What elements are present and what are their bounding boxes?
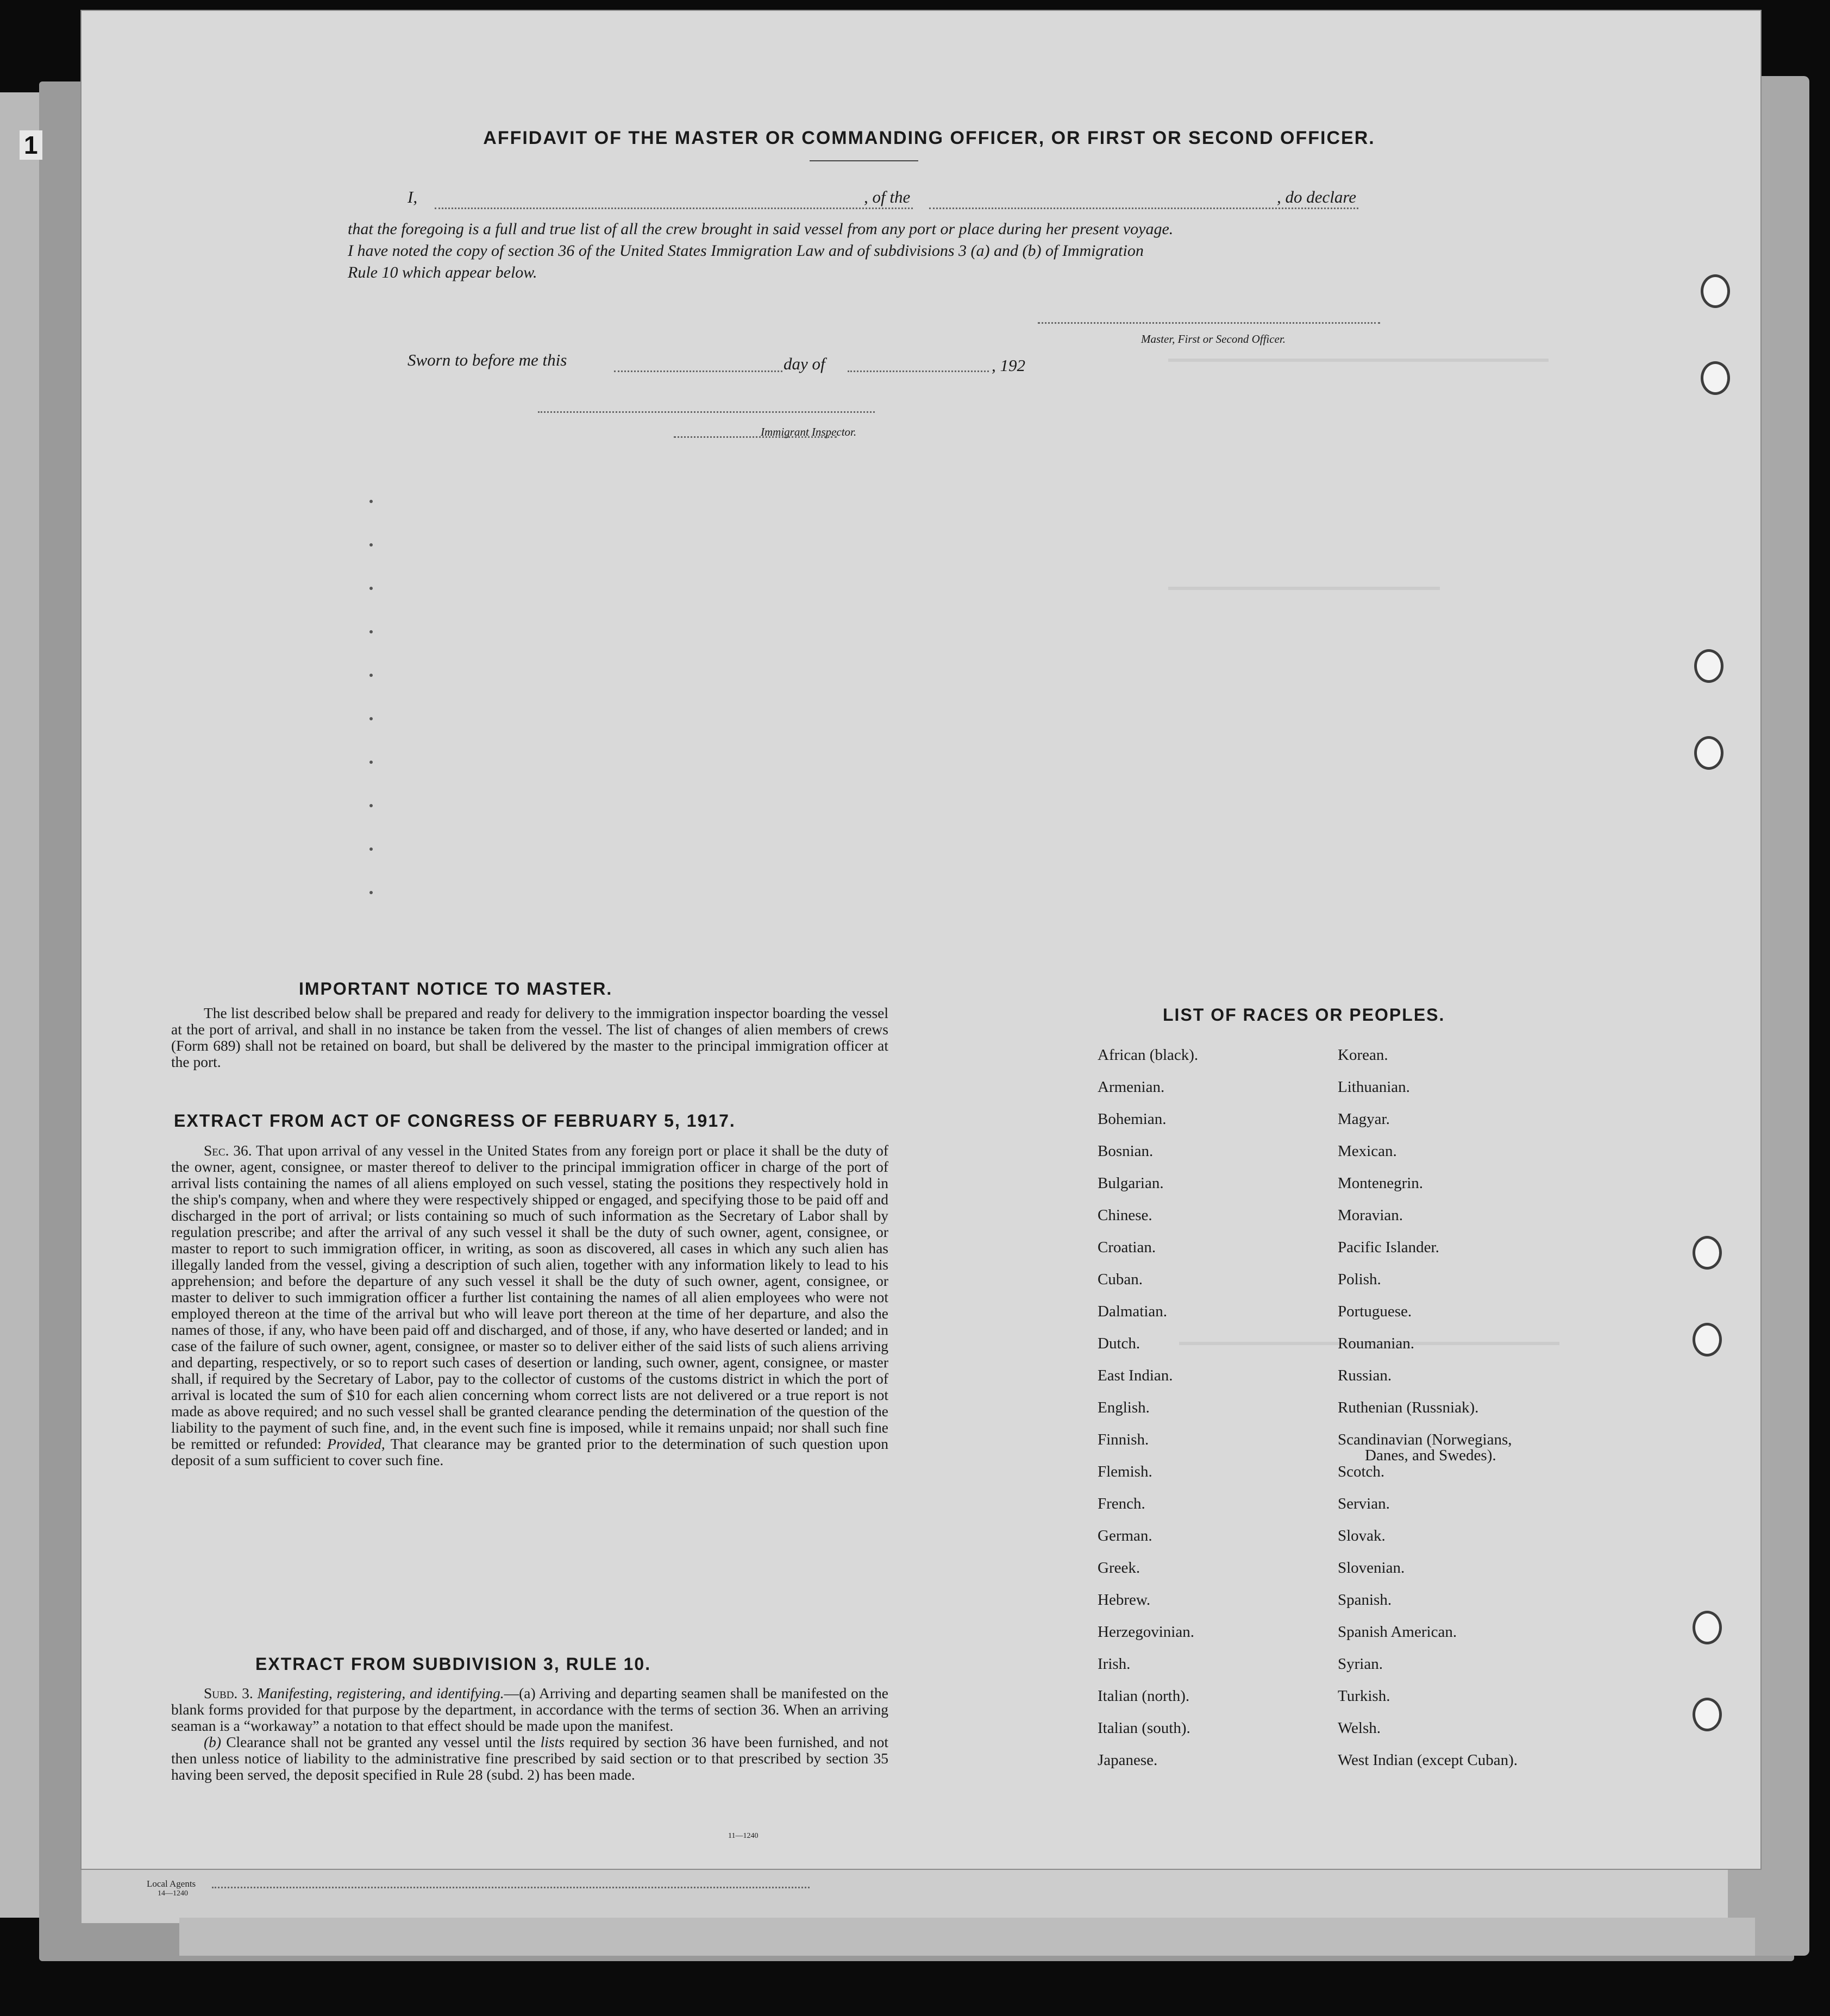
- race-item: Hebrew.: [1098, 1591, 1151, 1609]
- extract-act-title: EXTRACT FROM ACT OF CONGRESS OF FEBRUARY 5, 1917.: [174, 1111, 736, 1131]
- sworn-label: Sworn to before me this: [408, 350, 567, 369]
- extract-rule-title: EXTRACT FROM SUBDIVISION 3, RULE 10.: [255, 1654, 651, 1674]
- race-item: English.: [1098, 1399, 1150, 1416]
- race-item: Cuban.: [1098, 1271, 1143, 1288]
- race-item: Servian.: [1338, 1495, 1390, 1512]
- race-item: Welsh.: [1338, 1719, 1381, 1737]
- subd-a-marker: —(a): [504, 1685, 536, 1701]
- race-item: Dutch.: [1098, 1335, 1140, 1352]
- punch-hole: [1693, 1323, 1722, 1356]
- section-36-paragraph: [171, 1142, 888, 1468]
- form-number: 11—1240: [728, 1832, 759, 1840]
- race-item: Lithuanian.: [1338, 1078, 1410, 1096]
- race-item: Chinese.: [1098, 1207, 1152, 1224]
- race-item: Bosnian.: [1098, 1142, 1154, 1160]
- subd-b-text-1: Clearance shall not be granted any vessel until the: [226, 1734, 536, 1750]
- subd-heading: Manifesting, registering, and identifying.: [257, 1685, 504, 1701]
- local-agents-number: 14—1240: [158, 1889, 188, 1898]
- sworn-month-blank[interactable]: [848, 370, 989, 372]
- race-item: Polish.: [1338, 1271, 1381, 1288]
- punch-hole: [1694, 736, 1724, 770]
- race-item: German.: [1098, 1527, 1152, 1544]
- name-blank[interactable]: [435, 208, 913, 209]
- race-item: Italian (north).: [1098, 1687, 1190, 1705]
- race-item: Magyar.: [1338, 1110, 1390, 1128]
- year-prefix: , 192: [992, 356, 1025, 375]
- race-item: Turkish.: [1338, 1687, 1390, 1705]
- races-right-column: [1338, 1047, 1518, 1785]
- race-item: West Indian (except Cuban).: [1338, 1751, 1518, 1769]
- race-item: Dalmatian.: [1098, 1303, 1168, 1320]
- section-label: Sec. 36.: [204, 1142, 252, 1159]
- subd-b-marker: (b): [204, 1734, 222, 1750]
- race-item: Spanish American.: [1338, 1623, 1457, 1641]
- bleed-through-dot: [369, 500, 373, 503]
- inspector-signature-line[interactable]: [538, 411, 875, 413]
- race-item: Bulgarian.: [1098, 1175, 1164, 1192]
- bleed-through-dot: [369, 587, 373, 590]
- affidavit-declare: , do declare: [1277, 187, 1357, 206]
- bleed-through-dot: [369, 847, 373, 851]
- bleed-through-dot: [369, 717, 373, 720]
- race-item: Korean.: [1338, 1046, 1388, 1064]
- race-item: Roumanian.: [1338, 1335, 1414, 1352]
- bleed-through-dot: [369, 674, 373, 677]
- local-agents-line: [212, 1887, 810, 1888]
- race-item: Portuguese.: [1338, 1303, 1412, 1320]
- local-agents-label: Local Agents: [147, 1879, 196, 1889]
- punch-hole: [1693, 1611, 1722, 1644]
- race-item: Scotch.: [1338, 1463, 1385, 1480]
- race-item: Montenegrin.: [1338, 1175, 1424, 1192]
- vessel-blank[interactable]: [929, 208, 1358, 209]
- extract-act-body: [171, 1142, 888, 1468]
- affidavit-title: AFFIDAVIT OF THE MASTER OR COMMANDING OFFICER, OR FIRST OR SECOND OFFICER.: [483, 128, 1375, 148]
- race-item: Russian.: [1338, 1367, 1392, 1384]
- margin-number: 1: [20, 130, 42, 160]
- punch-hole: [1693, 1236, 1722, 1270]
- subd-b-paragraph: [171, 1734, 888, 1783]
- notice-paragraph: The list described below shall be prepared and ready for delivery to the immigration inspector boarding the vessel at the port of arrival, and shall in no instance be taken from the vessel. The list of changes of alien members of crews (Form 689) shall not be retained on board, but shall be delivered by the master to the principal immigration officer at the port.: [171, 1004, 888, 1070]
- bleed-through-dot: [369, 891, 373, 894]
- punch-hole: [1694, 649, 1724, 683]
- race-item: Finnish.: [1098, 1431, 1149, 1448]
- affidavit-of-the: , of the: [864, 187, 911, 206]
- races-left-column: [1098, 1047, 1198, 1785]
- notice-title: IMPORTANT NOTICE TO MASTER.: [299, 979, 613, 998]
- race-item: Greek.: [1098, 1559, 1140, 1577]
- race-item: Spanish.: [1338, 1591, 1392, 1609]
- day-of-label: day of: [784, 354, 825, 373]
- race-item: Scandinavian (Norwegians,: [1338, 1431, 1512, 1448]
- punch-hole: [1693, 1698, 1722, 1731]
- bleed-through-line: [1168, 359, 1549, 362]
- bleed-through-dot: [369, 630, 373, 633]
- subd-a-paragraph: [171, 1685, 888, 1734]
- subd-b-text-2: required by section 36 have been furnished, and not then unless notice of liability to the administrative fine prescribed by said section or to that prescribed by section 35 having been served, the deposit specified in Rule 28 (subd. 2) has been made.: [171, 1734, 889, 1783]
- underlying-sheet-bottom-2: [179, 1918, 1755, 1956]
- race-item: Moravian.: [1338, 1207, 1403, 1224]
- section-36-text-end: That clearance may be granted prior to the determination of such question upon deposit of a sum sufficient to cover such fine.: [171, 1435, 888, 1468]
- race-item: French.: [1098, 1495, 1145, 1512]
- inspector-label: Immigrant Inspector.: [761, 425, 857, 438]
- provided-word: Provided,: [327, 1435, 385, 1452]
- race-item: Syrian.: [1338, 1655, 1383, 1673]
- affidavit-line-2: that the foregoing is a full and true list of all the crew brought in said vessel from any port or place during her present voyage.: [348, 220, 1174, 238]
- races-title: LIST OF RACES OR PEOPLES.: [1163, 1005, 1445, 1025]
- race-item: Pacific Islander.: [1338, 1239, 1439, 1256]
- race-item: Herzegovinian.: [1098, 1623, 1194, 1641]
- extract-rule-body: [171, 1685, 888, 1783]
- title-rule: [810, 160, 918, 161]
- document-page: [82, 11, 1760, 1869]
- race-item: Ruthenian (Russniak).: [1338, 1399, 1479, 1416]
- race-item: Slovenian.: [1338, 1559, 1405, 1577]
- section-36-text: That upon arrival of any vessel in the United States from any foreign port or place it shall be the duty of the owner, agent, consignee, or master thereof to deliver to the principal immigration officer in charge of the port of arrival lists containing the names of all aliens employed on such vessel, stating the positions they respectively hold in the ship's company, when and where they were respectively shipped or engaged, and specifying those to be paid off and discharged in the port of arrival; or lists containing so much of such information as the Secretary of Labor shall by regulation prescribe; and after the arrival of any such vessel it shall be the duty of such owner, agent, consignee, or master to report to such immigration officer, in writing, as soon as discovered, all cases in which any such alien has illegally landed from the vessel, giving a description of such alien, together with any information likely to lead to his apprehension; and before the departure of any such vessel it shall be the duty of such owner, agent, consignee, or master to deliver to such immigration officer a further list containing the names of all alien employees who were not employed thereon at the time of the arrival but who will leave port thereon at the time of her departure, and also the names of those, if any, who have been paid off and discharged, and of those, if any, who have deserted or landed; and in case of the failure of such owner, agent, consignee, or master so to deliver either of the said lists of such aliens arriving and departing, respectively, or so to report such cases of desertion or landing, such owner, agent, consignee, or master shall, if required by the Secretary of Labor, pay to the collector of customs of the customs district in which the port of arrival is located the sum of $10 for each alien concerning whom correct lists are not delivered or a true report is not made as above required; and no such vessel shall be granted clearance pending the determination of the question of the liability to the payment of such fine, and, in the event such fine is imposed, while it remains unpaid; nor shall such fine be remitted or refunded:: [171, 1142, 888, 1452]
- race-item: Armenian.: [1098, 1078, 1165, 1096]
- affidavit-line-3: I have noted the copy of section 36 of the United States Immigration Law and of subdivisions 3 (a) and (b) of Immigration: [348, 242, 1144, 260]
- sworn-day-blank[interactable]: [614, 370, 782, 372]
- subd-a-text: Arriving and departing seamen shall be manifested on the blank forms provided for that purpose by the department, in accordance with the terms of section 36. When an arriving seaman is a “workaway” a notation to that effect should be made upon the manifest.: [171, 1685, 888, 1734]
- race-item: Mexican.: [1338, 1142, 1397, 1160]
- race-item: Flemish.: [1098, 1463, 1152, 1480]
- race-item: Italian (south).: [1098, 1719, 1190, 1737]
- master-signature-label: Master, First or Second Officer.: [1141, 332, 1286, 346]
- master-signature-line[interactable]: [1038, 322, 1380, 324]
- punch-hole: [1701, 274, 1730, 308]
- race-item-continued: Danes, and Swedes).: [1365, 1447, 1496, 1464]
- race-item: Bohemian.: [1098, 1110, 1167, 1128]
- subd-label: Subd. 3.: [204, 1685, 253, 1701]
- bleed-through-dot: [369, 761, 373, 764]
- notice-text: [171, 1005, 888, 1070]
- punch-hole: [1701, 361, 1730, 395]
- bleed-through-dot: [369, 804, 373, 807]
- race-item: East Indian.: [1098, 1367, 1173, 1384]
- race-item: Irish.: [1098, 1655, 1131, 1673]
- bleed-through-dot: [369, 543, 373, 547]
- race-item: Japanese.: [1098, 1751, 1158, 1769]
- race-item: Croatian.: [1098, 1239, 1156, 1256]
- affidavit-line-4: Rule 10 which appear below.: [348, 263, 537, 281]
- bleed-through-line: [1168, 587, 1440, 590]
- affidavit-i: I,: [408, 187, 418, 206]
- subd-b-lists: lists: [540, 1734, 565, 1750]
- race-item: African (black).: [1098, 1046, 1199, 1064]
- race-item: Slovak.: [1338, 1527, 1386, 1544]
